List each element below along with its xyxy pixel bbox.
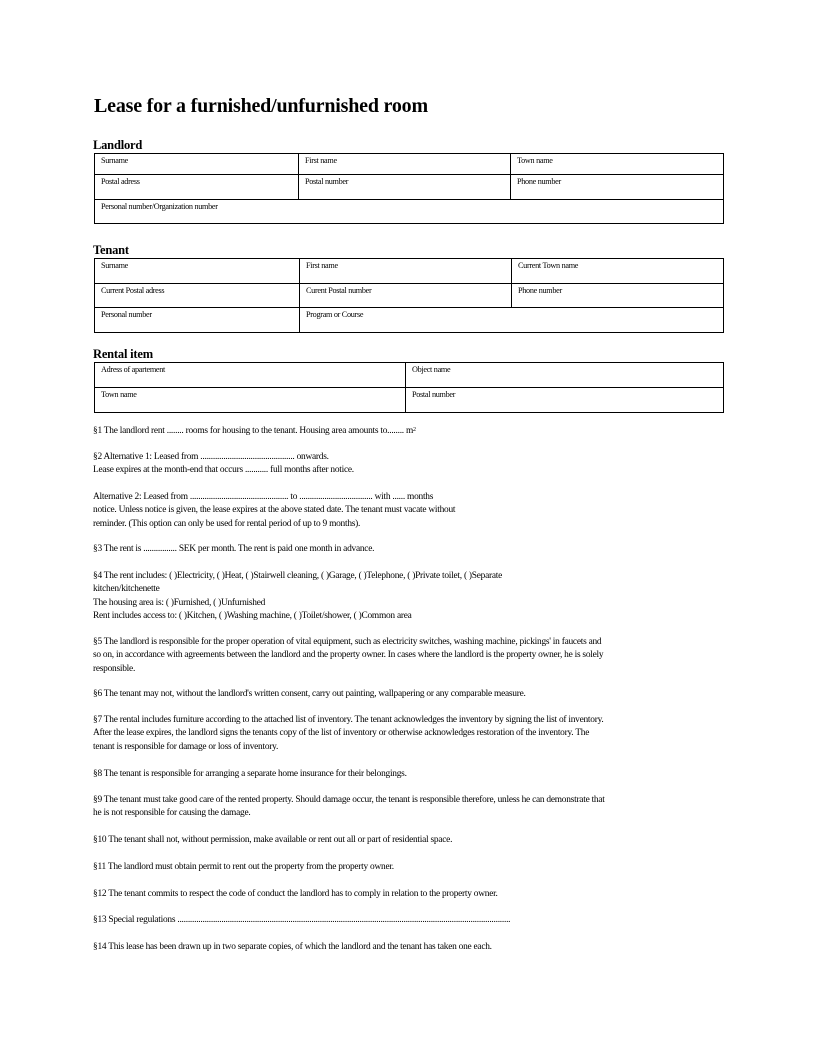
clause-line: tenant is responsible for damage or loss of inventory. [93, 741, 279, 752]
field-label: Surname [101, 261, 129, 270]
field-label: Phone number [517, 177, 561, 186]
clause-line: §5 The landlord is responsible for the proper operation of vital equipment, such as electricity switches, washing machine, pickings' in faucets and [93, 637, 602, 647]
field-label: Surname [101, 156, 129, 165]
clause-11 [93, 861, 723, 874]
field-label: First name [306, 261, 338, 270]
clause-2-alternative-2 [93, 491, 723, 531]
field-label: Phone number [518, 286, 562, 295]
clause-line: he is not responsible for causing the damage. [93, 808, 251, 819]
rental-address-field[interactable] [95, 363, 406, 388]
tenant-heading: Tenant [93, 243, 129, 257]
landlord-surname-field[interactable] [95, 154, 299, 175]
clause-line: §11 The landlord must obtain permit to rent out the property from the property owner. [93, 862, 394, 872]
field-label: Postal adress [101, 177, 140, 186]
clause-5 [93, 636, 723, 676]
rental-town-name-field[interactable] [95, 388, 406, 413]
clause-line: §3 The rent is ................ SEK per month. The rent is paid one month in advance. [93, 544, 375, 554]
clause-line: §2 Alternative 1: Leased from ............................................. onwards. [93, 452, 329, 462]
rental-postal-number-field[interactable] [406, 388, 724, 413]
field-label: Postal number [412, 390, 456, 399]
clause-line: kitchen/kitchenette [93, 584, 160, 595]
tenant-first-name-field[interactable] [300, 259, 512, 284]
field-label: Personal number [101, 310, 152, 319]
clause-line: §14 This lease has been drawn up in two separate copies, of which the landlord and the tenant has taken one each. [93, 942, 492, 952]
rental-object-name-field[interactable] [406, 363, 724, 388]
clause-3 [93, 543, 723, 556]
field-label: Town name [101, 390, 137, 399]
field-label: Program or Course [306, 310, 364, 319]
tenant-table [94, 258, 724, 333]
landlord-postal-address-field[interactable] [95, 175, 299, 200]
clause-1-text: §1 The landlord rent ........ rooms for housing to the tenant. Housing area amounts to........ m [93, 426, 414, 436]
page-title: Lease for a furnished/unfurnished room [94, 95, 428, 117]
field-label: Current Postal adress [101, 286, 165, 295]
clause-7 [93, 714, 723, 754]
clause-12 [93, 888, 723, 901]
superscript: 2 [413, 427, 416, 433]
landlord-town-name-field[interactable] [511, 154, 724, 175]
clause-1 [93, 425, 723, 438]
clause-line: After the lease expires, the landlord signs the tenants copy of the list of inventory or otherwise acknowledges restoration of the inventory. The [93, 728, 590, 739]
rental-item-heading: Rental item [93, 347, 153, 361]
clause-13 [93, 914, 723, 927]
landlord-phone-number-field[interactable] [511, 175, 724, 200]
landlord-personal-number-field[interactable] [95, 200, 724, 224]
field-label: Curent Postal number [306, 286, 372, 295]
clause-line: reminder. (This option can only be used for rental period of up to 9 months). [93, 518, 361, 529]
clause-line: §6 The tenant may not, without the landlord's written consent, carry out painting, wallpapering or any comparable measure. [93, 689, 526, 699]
clause-line: Alternative 2: Leased from ............................................... to ................................... with ...... months [93, 492, 434, 502]
field-label: Personal number/Organization number [101, 202, 218, 211]
field-label: Town name [517, 156, 553, 165]
clause-line: §10 The tenant shall not, without permission, make available or rent out all or part of residential space. [93, 835, 453, 845]
tenant-current-town-name-field[interactable] [512, 259, 724, 284]
clause-14 [93, 941, 723, 954]
tenant-program-field[interactable] [300, 308, 724, 333]
clause-2 [93, 451, 723, 478]
clause-9 [93, 794, 723, 821]
clause-line: §13 Special regulations ............................................................................................................................................................... [93, 915, 511, 925]
landlord-postal-number-field[interactable] [299, 175, 511, 200]
landlord-heading: Landlord [93, 138, 143, 152]
clause-4 [93, 570, 723, 623]
tenant-surname-field[interactable] [95, 259, 300, 284]
clause-8 [93, 768, 723, 781]
clause-line: Rent includes access to: ( )Kitchen, ( )Washing machine, ( )Toilet/shower, ( )Common area [93, 610, 412, 621]
clause-line: so on, in accordance with agreements between the landlord and the property owner. In cases where the landlord is the property owner, he is solely [93, 650, 604, 661]
tenant-phone-number-field[interactable] [512, 284, 724, 308]
field-label: Adress of apartement [101, 365, 166, 374]
tenant-current-postal-number-field[interactable] [300, 284, 512, 308]
clause-10 [93, 834, 723, 847]
clause-line: §9 The tenant must take good care of the rented property. Should damage occur, the tenant is responsible therefore, unless he can demonstrate that [93, 795, 605, 805]
field-label: Current Town name [518, 261, 579, 270]
clause-line: Lease expires at the month-end that occurs ........... full months after notice. [93, 465, 354, 476]
landlord-first-name-field[interactable] [299, 154, 511, 175]
rental-item-table [94, 362, 724, 413]
clause-line: §7 The rental includes furniture according to the attached list of inventory. The tenant acknowledges the inventory by signing the list of inventory. [93, 715, 604, 725]
field-label: Postal number [305, 177, 349, 186]
tenant-current-postal-address-field[interactable] [95, 284, 300, 308]
clause-line: §8 The tenant is responsible for arranging a separate home insurance for their belongings. [93, 769, 407, 779]
clause-line: The housing area is: ( )Furnished, ( )Unfurnished [93, 597, 266, 608]
tenant-personal-number-field[interactable] [95, 308, 300, 333]
clause-line: §4 The rent includes: ( )Electricity, ( )Heat, ( )Stairwell cleaning, ( )Garage, ( )Telephone, ( )Private toilet, ( )Separate [93, 571, 503, 581]
clause-line: notice. Unless notice is given, the lease expires at the above stated date. The tenant must vacate without [93, 505, 456, 516]
clause-6 [93, 688, 723, 701]
landlord-table [94, 153, 724, 224]
clause-line: §12 The tenant commits to respect the code of conduct the landlord has to comply in relation to the property owner. [93, 889, 498, 899]
field-label: Object name [412, 365, 451, 374]
clause-line: responsible. [93, 663, 136, 674]
field-label: First name [305, 156, 337, 165]
